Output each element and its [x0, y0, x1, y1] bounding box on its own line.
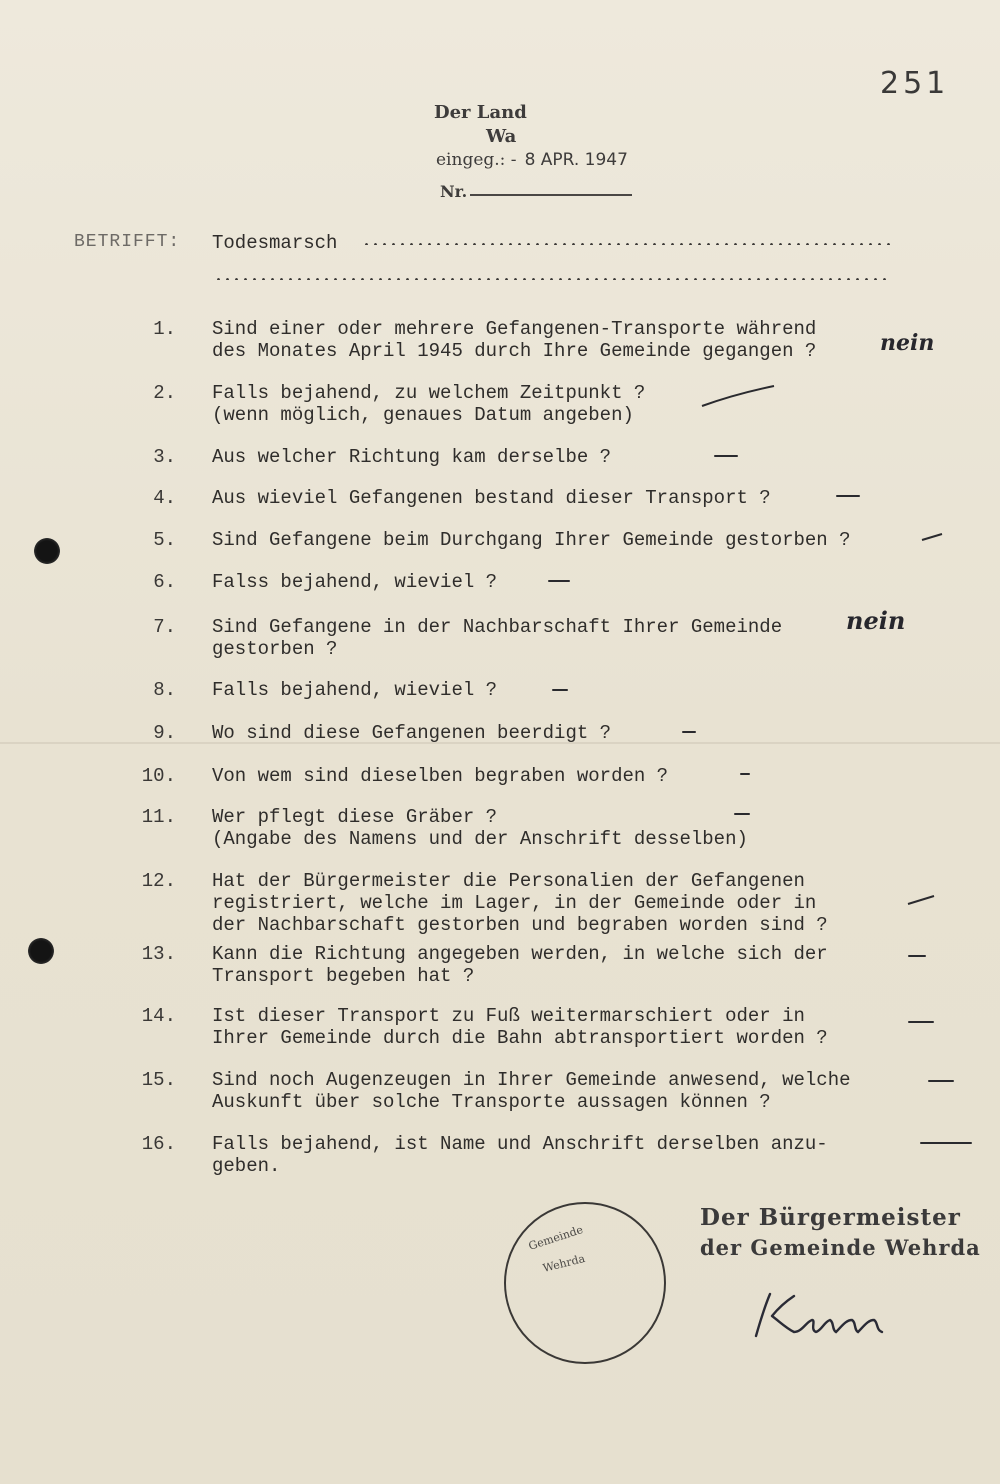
question-number: 10. [141, 765, 176, 787]
question-number: 11. [141, 806, 176, 828]
answer-dash-14 [908, 1021, 934, 1023]
receipt-stamp-date: 8 APR. 1947 [524, 150, 628, 170]
mayor-stamp [700, 1204, 981, 1260]
receipt-stamp-line1: Der Land [434, 102, 527, 123]
seal-text-top: Gemeinde [526, 1223, 585, 1253]
question-text: Sind Gefangene in der Nachbarschaft Ihrer Gemeinde gestorben ? [212, 616, 783, 660]
punch-hole-bottom [28, 938, 54, 964]
answer-handwritten-1: nein [880, 330, 935, 356]
answer-dash-8 [552, 689, 568, 691]
answer-dash-15 [928, 1080, 954, 1082]
answer-dash-6 [548, 580, 570, 582]
answer-dash-4 [836, 495, 860, 497]
subject-text: Todesmarsch [212, 232, 338, 254]
receipt-stamp-line2: Wa [486, 126, 517, 147]
subject-label: BETRIFFT: [74, 232, 181, 252]
subject-dotted-line [362, 243, 890, 245]
question-text: Falls bejahend, ist Name und Anschrift derselben anzu- geben. [212, 1133, 828, 1177]
answer-dash-5 [920, 530, 946, 544]
question-number: 3. [153, 446, 176, 468]
question-text: Aus welcher Richtung kam derselbe ? [212, 446, 612, 468]
question-text: Kann die Richtung angegeben werden, in welche sich der Transport begeben hat ? [212, 943, 828, 987]
answer-dash-11 [734, 813, 750, 815]
question-number: 14. [141, 1005, 176, 1027]
question-number: 8. [153, 679, 176, 701]
subject-dotted-line-2 [214, 278, 890, 280]
signature [750, 1286, 890, 1346]
question-text: Falss bejahend, wieviel ? [212, 571, 498, 593]
question-number: 2. [153, 382, 176, 404]
receipt-stamp [430, 98, 650, 218]
answer-dash-2 [700, 382, 780, 412]
answer-dash-12 [906, 892, 936, 908]
municipal-seal [500, 1198, 670, 1368]
question-text: Aus wieviel Gefangenen bestand dieser Transport ? [212, 487, 771, 509]
question-number: 5. [153, 529, 176, 551]
question-number: 9. [153, 722, 176, 744]
question-text: Sind noch Augenzeugen in Ihrer Gemeinde anwesend, welche Auskunft über solche Transporte aussagen können ? [212, 1069, 851, 1113]
question-number: 15. [141, 1069, 176, 1091]
mayor-stamp-line1: Der Bürgermeister [700, 1204, 961, 1231]
mayor-stamp-line2: der Gemeinde Wehrda [700, 1235, 981, 1260]
question-text: Hat der Bürgermeister die Personalien der Gefangenen registriert, welche im Lager, in der Gemeinde oder in der Nachbarschaft gestorben und begraben worden sind ? [212, 870, 828, 936]
question-text: Sind einer oder mehrere Gefangenen-Transporte während des Monates April 1945 durch Ihre Gemeinde gegangen ? [212, 318, 817, 362]
question-number: 6. [153, 571, 176, 593]
question-text: Sind Gefangene beim Durchgang Ihrer Gemeinde gestorben ? [212, 529, 851, 551]
question-number: 7. [153, 616, 176, 638]
punch-hole-top [34, 538, 60, 564]
question-text: Wer pflegt diese Gräber ? (Angabe des Namens und der Anschrift desselben) [212, 806, 748, 850]
question-number: 12. [141, 870, 176, 892]
question-number: 13. [141, 943, 176, 965]
question-number: 4. [153, 487, 176, 509]
answer-dash-16 [920, 1142, 972, 1144]
receipt-stamp-received-label: eingeg.: - [436, 150, 517, 170]
question-text: Falls bejahend, wieviel ? [212, 679, 498, 701]
question-number: 16. [141, 1133, 176, 1155]
answer-dash-3 [714, 455, 738, 457]
page-number: 251 [880, 66, 950, 101]
question-text: Ist dieser Transport zu Fuß weitermarschiert oder in Ihrer Gemeinde durch die Bahn abtransportiert worden ? [212, 1005, 828, 1049]
answer-dash-9 [682, 731, 696, 733]
question-number: 1. [153, 318, 176, 340]
question-text: Wo sind diese Gefangenen beerdigt ? [212, 722, 612, 744]
question-text: Falls bejahend, zu welchem Zeitpunkt ? (wenn möglich, genaues Datum angeben) [212, 382, 646, 426]
question-text: Von wem sind dieselben begraben worden ? [212, 765, 669, 787]
receipt-stamp-rule [470, 194, 632, 196]
answer-dash-10 [740, 773, 750, 775]
receipt-stamp-received [436, 150, 628, 170]
answer-handwritten-7: nein [846, 606, 906, 635]
answer-dash-13 [908, 955, 926, 957]
seal-text-bottom: Wehrda [541, 1251, 587, 1275]
receipt-stamp-number-label: Nr. [440, 182, 468, 201]
